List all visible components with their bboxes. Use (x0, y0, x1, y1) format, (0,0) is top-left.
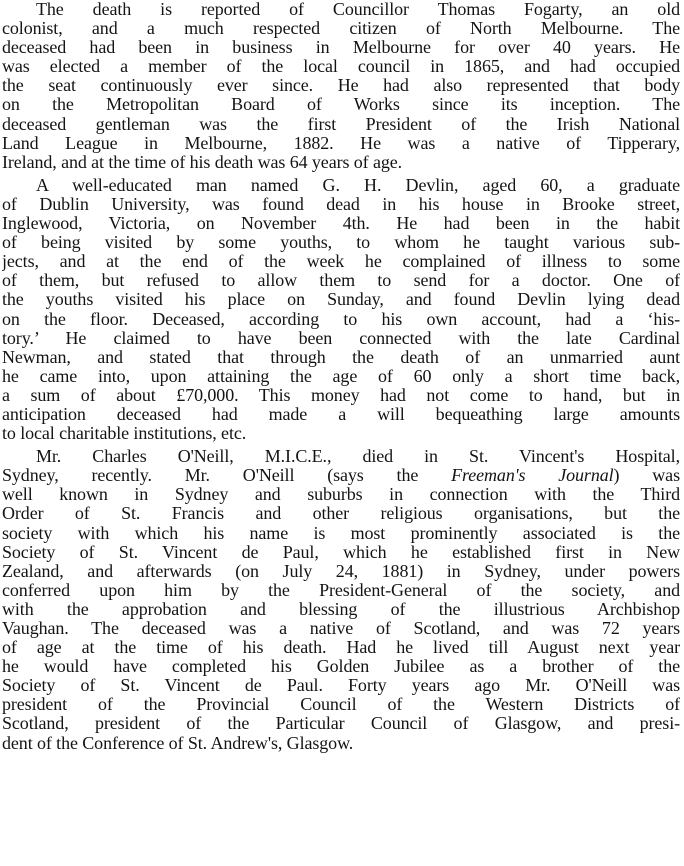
newspaper-column (2, 0, 680, 753)
text-line: deceased had been in business in Melbourne for over 40 years. He (2, 38, 680, 58)
text-line: Order of St. Francis and other religious organisations, but the (2, 504, 680, 524)
text-segment: Sydney, recently. Mr. O'Neill (says the (2, 466, 452, 486)
text-line: anticipation deceased had made a will bequeathing large amounts (2, 404, 680, 424)
paragraph-fogarty (2, 0, 680, 172)
text-line: on the floor. Deceased, according to his own account, had a ‘his- (2, 309, 680, 329)
paragraph-devlin (2, 176, 680, 443)
text-line: Ireland, and at the time of his death was 64 years of age. (2, 152, 403, 172)
text-line: society with which his name is most prominently associated is the (2, 523, 680, 543)
text-line: Scotland, president of the Particular Council of Glasgow, and presi- (2, 714, 680, 734)
text-line: Mr. Charles O'Neill, M.I.C.E., died in St. Vincent's Hospital, (36, 447, 680, 467)
text-line: of Dublin University, was found dead in his house in Brooke street, (2, 194, 680, 214)
text-line: of being visited by some youths, to whom he taught various sub- (2, 233, 680, 253)
text-line: of age at the time of his death. Had he lived till August next year (2, 638, 680, 658)
text-line: deceased gentleman was the first President of the Irish National (2, 114, 680, 134)
text-line: the youths visited his place on Sunday, and found Devlin lying dead (2, 290, 680, 310)
text-line: tory.’ He claimed to have been connected with the late Cardinal (2, 328, 680, 348)
text-line: Society of St. Vincent de Paul, which he established first in New (2, 542, 680, 562)
text-line: Newman, and stated that through the death of an unmarried aunt (2, 347, 680, 367)
text-line: president of the Provincial Council of the Western Districts of (2, 695, 680, 715)
text-line: with the approbation and blessing of the illustrious Archbishop (2, 599, 680, 619)
text-line: The death is reported of Councillor Thomas Fogarty, an old (36, 0, 680, 19)
text-line: Vaughan. The deceased was a native of Scotland, and was 72 years (2, 619, 680, 638)
text-line-with-italic (2, 466, 680, 485)
text-line: Inglewood, Victoria, on November 4th. He had been in the habit (2, 214, 680, 234)
text-line: A well-educated man named G. H. Devlin, aged 60, a graduate (36, 175, 680, 195)
text-line: on the Metropolitan Board of Works since its inception. The (2, 95, 680, 115)
text-segment: ) was (613, 466, 680, 486)
publication-title: Freeman's Journal (451, 466, 614, 486)
text-line: a sum of about £70,000. This money had not come to hand, but in (2, 385, 680, 405)
text-line: Zealand, and afterwards (on July 24, 1881) in Sydney, under powers (2, 561, 680, 581)
text-line: jects, and at the end of the week he complained of illness to some (2, 252, 680, 272)
text-line: to local charitable institutions, etc. (2, 424, 247, 444)
text-line: he would have completed his Golden Jubilee as a brother of the (2, 657, 680, 677)
text-line: well known in Sydney and suburbs in connection with the Third (2, 485, 680, 505)
text-line: Society of St. Vincent de Paul. Forty years ago Mr. O'Neill was (2, 676, 680, 696)
text-line: the seat continuously ever since. He had also represented that body (2, 76, 680, 96)
text-line: he came into, upon attaining the age of 60 only a short time back, (2, 366, 680, 386)
text-line: conferred upon him by the President-General of the society, and (2, 580, 680, 600)
text-line: of them, but refused to allow them to send for a doctor. One of (2, 271, 680, 291)
text-line: colonist, and a much respected citizen of North Melbourne. The (2, 19, 680, 39)
text-line: dent of the Conference of St. Andrew's, Glasgow. (2, 733, 354, 753)
paragraph-oneill (2, 447, 680, 753)
text-line: was elected a member of the local council in 1865, and had occupied (2, 57, 680, 77)
text-line: Land League in Melbourne, 1882. He was a native of Tipperary, (2, 133, 680, 153)
